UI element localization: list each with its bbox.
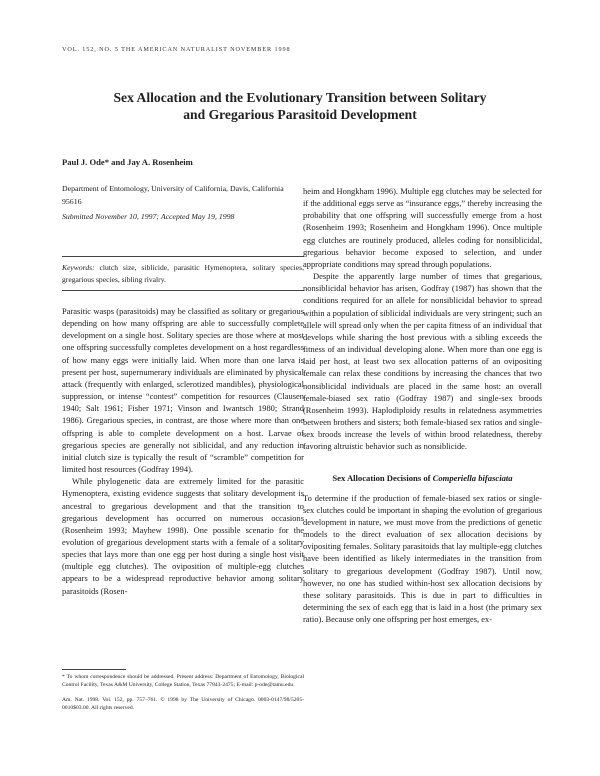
keywords-label: Keywords: [62, 263, 95, 272]
section-heading-species: Comperiella bifasciata [432, 473, 513, 484]
body-paragraph: heim and Hongkham 1996). Multiple egg clutches may be selected for if the additional eggs serve as “insurance eggs,” thereby increasing the probability that one offspring will successfully emerge from a host (Rosenheim 1993; Rosenheim and Hongkham 1996). Once multiple egg clutches are routinely produced, alleles coding for nonsiblicidal, gregarious behavior become exposed to selection, and under appropriate conditions may spread through populations. [303, 186, 542, 269]
keywords-box [62, 256, 304, 291]
article-title [70, 89, 530, 123]
body-paragraph: Parasitic wasps (parasitoids) may be classified as solitary or gregarious depending on how many offspring are able to successfully complete development on a single host. Solitary species are those where at most one offspring successfully completes development on a host regardless of how many eggs were initially laid. When more than one larva is present per host, supernumerary individuals are eliminated by physical attack (frequently with enlarged, sclerotized mandibles), physiological suppression, or intense “contest” competition for resources (Clausen 1940; Salt 1961; Fisher 1971; Vinson and Iwantsch 1980; Strand 1986). Gregarious species, in contrast, are those where more than one offspring is able to complete development on a host. Larvae of gregarious species are generally not siblicidal, and any reduction in initial clutch size is typically the result of “scramble” competition for limited host resources (Godfray 1994). [62, 306, 304, 475]
affiliation: Department of Entomology, University of California, Davis, California 95616 [62, 184, 284, 206]
title-line-2: and Gregarious Parasitoid Development [183, 107, 417, 122]
body-paragraph: To determine if the production of female-biased sex ratios or single-sex clutches could be important in shaping the evolution of gregarious development in nature, we must move from the predictions of genetic models to the direct evaluation of sex allocation decisions by ovipositing females. Solitary parasitoids that lay multiple-egg clutches have been identified as likely intermediates in the transition from solitary to gregarious development (Godfray 1987). Until now, however, no one has studied within-host sex allocation decisions by these solitary parasitoids. This is due in part to difficulties in determining the sex of each egg that is laid in a host (the primary sex ratio). Because only one offspring per host emerges, ex- [303, 492, 542, 625]
authors: Paul J. Ode* and Jay A. Rosenheim [62, 157, 193, 167]
submission-dates: Submitted November 10, 1997; Accepted May 19, 1998 [62, 212, 235, 221]
body-paragraph: Despite the apparently large number of times that gregarious, nonsiblicidal behavior has arisen, Godfray (1987) has shown that the conditions required for an allele for nonsiblicidal behavior to spread within a population of siblicidal individuals are very stringent; such an allele will spread only when the per capita fitness of an individual that develops while sharing the host previous with a sibling exceeds the fitness of an individual developing alone. When more than one egg is laid per host, at least two sex allocation patterns of an ovipositing female can relax these conditions by increasing the chances that two nonsiblicidal individuals are placed in the same host: an overall female-biased sex ratio (Godfray 1987) and single-sex broods (Rosenheim 1993). Haplodiploidy results in relatedness asymmetries between brothers and sisters; both female-biased sex ratios and single-sex broods increase the levels of within brood relatedness, thereby favoring altruistic behavior such as nonsiblicide. [303, 271, 542, 452]
body-paragraph: While phylogenetic data are extremely limited for the parasitic Hymenoptera, existing evidence suggests that solitary development is ancestral to gregarious development and that the transition to gregarious development has occurred on numerous occasions (Rosenheim 1993; Mayhew 1998). One possible scenario for the evolution of gregarious development starts with a female of a solitary species that lays more than one egg per host during a single host visit (multiple egg clutches). The oviposition of multiple-egg clutches appears to be a widespread reproductive behavior among solitary parasitoids (Rosen- [62, 476, 304, 596]
keywords-text: clutch size, siblicide, parasitic Hymenoptera, solitary species, gregarious species, sibling rivalry. [62, 263, 304, 284]
running-head: VOL. 152, NO. 5 THE AMERICAN NATURALIST NOVEMBER 1998 [62, 46, 291, 53]
right-column [303, 185, 542, 625]
footnotes [62, 669, 304, 718]
keywords [62, 262, 304, 285]
citation-line: Am. Nat. 1998. Vol. 152, pp. 757–761. © 1998 by The University of Chicago. 0003-0147/98/5205-0010$03.00. All rights reserved. [62, 696, 304, 712]
left-column [62, 305, 304, 597]
title-line-1: Sex Allocation and the Evolutionary Transition between Solitary [113, 90, 487, 105]
section-heading-text: Sex Allocation Decisions of [332, 473, 433, 484]
section-heading [303, 472, 542, 484]
correspondence-footnote: * To whom correspondence should be addressed. Present address: Department of Entomology, Biological Control Facility, Texas A&M University, College Station, Texas 77843-2475; E-mail: p-ode@tamu.edu. [62, 674, 304, 689]
footnote-rule [62, 669, 126, 670]
